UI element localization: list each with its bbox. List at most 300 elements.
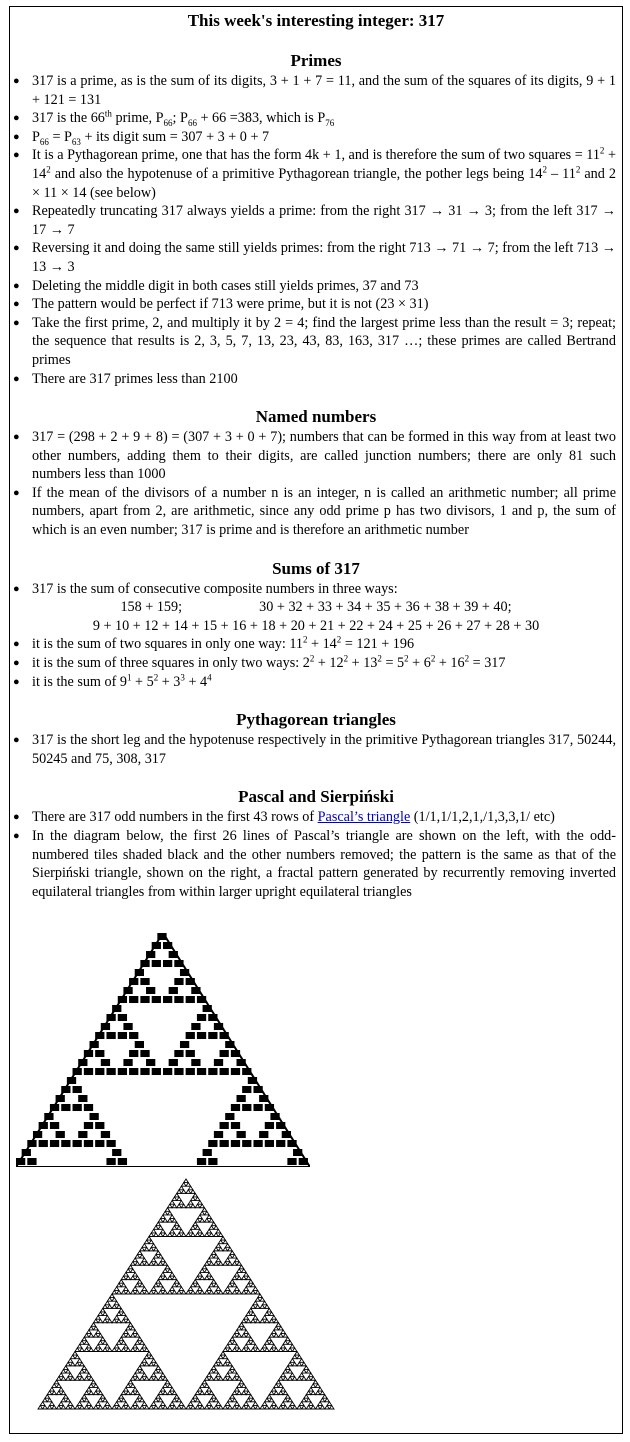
sierpinski-triangle xyxy=(117,1290,122,1294)
pascal-odd-tile xyxy=(276,1140,285,1147)
sierpinski-triangle xyxy=(158,1219,163,1223)
sierpinski-triangle xyxy=(191,1283,196,1287)
pascal-odd-tile xyxy=(78,1131,87,1138)
sierpinski-triangle xyxy=(306,1391,311,1395)
sierpinski-triangle xyxy=(274,1348,279,1352)
sierpinski-triangle xyxy=(77,1373,82,1377)
pascal-odd-tile xyxy=(152,1068,161,1075)
sierpinski-triangle xyxy=(248,1337,253,1341)
sierpinski-triangle xyxy=(195,1405,200,1409)
list-item xyxy=(10,808,622,827)
sierpinski-triangle xyxy=(269,1341,274,1345)
sierpinski-triangle xyxy=(112,1298,117,1302)
sierpinski-triangle xyxy=(269,1398,274,1402)
sierpinski-triangle xyxy=(205,1377,210,1381)
sierpinski-triangle xyxy=(198,1229,203,1233)
sierpinski-triangle xyxy=(131,1262,136,1266)
sierpinski-triangle xyxy=(144,1348,149,1352)
pascal-odd-tile xyxy=(135,1041,144,1048)
sierpinski-triangle xyxy=(47,1398,52,1402)
sierpinski-triangle xyxy=(117,1312,122,1316)
sierpinski-triangle xyxy=(66,1377,71,1381)
list-item: ● it is the sum of three squares in only two ways: $2^2 + 12^2 + 13^2 = 5^2 + 6^2 + 16^2 = 317$ xyxy=(10,654,622,673)
pascal-odd-tile xyxy=(265,1122,274,1129)
sierpinski-triangle xyxy=(168,1290,173,1294)
sierpinski-triangle xyxy=(161,1387,166,1391)
sierpinski-triangle xyxy=(279,1391,284,1395)
sierpinski-triangle xyxy=(288,1405,293,1409)
sierpinski-triangle xyxy=(246,1283,251,1287)
sierpinski-triangle xyxy=(105,1316,110,1320)
sierpinski-triangle xyxy=(288,1398,293,1402)
sierpinski-triangle xyxy=(288,1362,293,1366)
sierpinski-triangle xyxy=(283,1369,288,1373)
sierpinski-triangle xyxy=(209,1398,214,1402)
sierpinski-triangle xyxy=(124,1272,129,1276)
sierpinski-triangle xyxy=(163,1219,168,1223)
pascal-odd-tile xyxy=(84,1122,93,1129)
sierpinski-triangle xyxy=(117,1405,122,1409)
sierpinski-triangle xyxy=(179,1229,184,1233)
sierpinski-triangle xyxy=(168,1384,173,1388)
list-item: ● 317 = (298 + 2 + 9 + 8) = (307 + 3 + 0 + 7); numbers that can be formed in this way from at least two other numbers, adding them to their digits, are called junction numbers; there are only 81 such numbers less than 1000 xyxy=(10,428,622,484)
sierpinski-triangle xyxy=(232,1348,237,1352)
sierpinski-triangle xyxy=(242,1348,247,1352)
pascal-odd-tile xyxy=(129,996,138,1003)
sierpinski-triangle xyxy=(117,1398,122,1402)
pascal-odd-triangle-image xyxy=(16,933,310,1167)
sierpinski-triangle xyxy=(124,1316,129,1320)
pascal-odd-tile xyxy=(203,1149,212,1156)
sierpinski-triangle xyxy=(137,1395,142,1399)
sierpinski-triangle xyxy=(114,1402,119,1406)
sierpinski-triangle xyxy=(244,1272,249,1276)
sierpinski-triangle xyxy=(98,1348,103,1352)
sierpinski-triangle xyxy=(114,1316,119,1320)
sierpinski-triangle xyxy=(290,1344,295,1348)
sierpinski-triangle xyxy=(253,1287,258,1291)
sierpinski-triangle xyxy=(309,1402,314,1406)
sierpinski-triangle xyxy=(151,1359,156,1363)
spacer xyxy=(10,32,622,50)
pascal-odd-tile xyxy=(118,1068,127,1075)
sierpinski-triangle xyxy=(168,1219,173,1223)
sierpinski-triangle xyxy=(232,1405,237,1409)
pascal-odd-tile xyxy=(174,1068,183,1075)
sierpinski-triangle xyxy=(225,1258,230,1262)
sierpinski-triangle xyxy=(322,1395,327,1399)
sierpinski-triangle xyxy=(283,1398,288,1402)
sierpinski-triangle xyxy=(304,1395,309,1399)
sierpinski-triangle-image xyxy=(36,1177,336,1411)
sierpinski-triangle xyxy=(163,1269,168,1273)
sierpinski-triangle xyxy=(223,1355,228,1359)
pascal-odd-tile xyxy=(287,1158,296,1165)
sierpinski-triangle xyxy=(232,1341,237,1345)
pascal-odd-tile xyxy=(186,1068,195,1075)
pascal-odd-tile xyxy=(163,1068,172,1075)
sierpinski-triangle xyxy=(297,1405,302,1409)
sierpinski-triangle xyxy=(107,1319,112,1323)
sierpinski-triangle xyxy=(133,1287,138,1291)
sierpinski-triangle xyxy=(84,1369,89,1373)
sierpinski-triangle xyxy=(237,1377,242,1381)
sierpinski-triangle xyxy=(186,1290,191,1294)
sierpinski-triangle xyxy=(253,1316,258,1320)
sierpinski-triangle xyxy=(117,1348,122,1352)
sierpinski-triangle xyxy=(107,1348,112,1352)
sierpinski-triangle xyxy=(163,1377,168,1381)
sierpinski-triangle xyxy=(292,1362,297,1366)
sierpinski-triangle xyxy=(80,1369,85,1373)
sierpinski-triangle xyxy=(140,1369,145,1373)
sierpinski-triangle xyxy=(47,1391,52,1395)
sierpinski-triangle xyxy=(161,1258,166,1262)
sierpinski-triangle xyxy=(205,1233,210,1237)
sierpinski-triangle xyxy=(98,1391,103,1395)
list-item: ● 317 is the short leg and the hypotenuse respectively in the primitive Pythagorean triangles 317, 50244, 50245 and 75, 308, 317 xyxy=(10,731,622,768)
sierpinski-triangle xyxy=(246,1391,251,1395)
sierpinski-triangle xyxy=(151,1229,156,1233)
sierpinski-triangle xyxy=(218,1405,223,1409)
sierpinski-triangle xyxy=(114,1344,119,1348)
sierpinski-triangle xyxy=(274,1405,279,1409)
sierpinski-triangle xyxy=(117,1305,122,1309)
sierpinski-triangle xyxy=(168,1391,173,1395)
sierpinski-triangle xyxy=(144,1262,149,1266)
sierpinski-triangle xyxy=(137,1366,142,1370)
sierpinski-triangle xyxy=(195,1226,200,1230)
sierpinski-triangle xyxy=(279,1384,284,1388)
sierpinski-triangle xyxy=(242,1276,247,1280)
sierpinski-triangle xyxy=(237,1326,242,1330)
pascal-odd-tile xyxy=(265,1140,274,1147)
sierpinski-triangle xyxy=(195,1276,200,1280)
sierpinski-triangle xyxy=(195,1290,200,1294)
sierpinski-triangle xyxy=(75,1355,80,1359)
sierpinski-triangle xyxy=(218,1247,223,1251)
sierpinski-triangle xyxy=(66,1369,71,1373)
list-item: ● Take the first prime, 2, and multiply it by 2 = 4; find the largest prime less than the result = 3; repeat; the sequence that results is 2, 3, 5, 7, 13, 23, 43, 83, 163, 317 …; these primes are called Bertrand primes xyxy=(10,314,622,370)
sierpinski-triangle xyxy=(170,1229,175,1233)
list-item: ● Repeatedly truncating 317 always yields a prime: from the right 317 → 31 → 3; from the left 317 → 17 → 7 xyxy=(10,202,622,239)
sierpinski-triangle xyxy=(302,1369,307,1373)
sierpinski-triangle xyxy=(126,1269,131,1273)
sierpinski-triangle xyxy=(154,1262,159,1266)
sierpinski-triangle xyxy=(269,1312,274,1316)
sierpinski-triangle xyxy=(77,1359,82,1363)
sierpinski-triangle xyxy=(66,1398,71,1402)
sierpinski-triangle xyxy=(283,1405,288,1409)
sierpinski-triangle xyxy=(207,1402,212,1406)
sierpinski-triangle xyxy=(218,1240,223,1244)
sierpinski-triangle xyxy=(170,1272,175,1276)
sierpinski-triangle xyxy=(68,1359,73,1363)
document-page xyxy=(9,6,623,1434)
sierpinski-triangle xyxy=(316,1384,321,1388)
sierpinski-triangle xyxy=(144,1247,149,1251)
sierpinski-triangle xyxy=(66,1405,71,1409)
pascal-odd-tile xyxy=(169,987,178,994)
sierpinski-triangle xyxy=(124,1330,129,1334)
sierpinski-triangle xyxy=(158,1369,163,1373)
pascal-odd-tile xyxy=(208,1032,217,1039)
pascal-odd-tile xyxy=(84,1140,93,1147)
sierpinski-triangle xyxy=(209,1276,214,1280)
sierpinski-triangle xyxy=(209,1254,214,1258)
sierpinski-triangle xyxy=(154,1283,159,1287)
list-item: ● In the diagram below, the first 26 lines of Pascal’s triangle are shown on the left, with the odd-numbered tiles shaded black and the other numbers removed; the pattern is the same as that of the Sierpiński triangle, shown on the right, a fractal pattern generated by recurrently removing inverted equilateral triangles from within larger upright equilateral triangles xyxy=(10,827,622,901)
sierpinski-triangle xyxy=(228,1377,233,1381)
sierpinski-triangle xyxy=(84,1334,89,1338)
sierpinski-triangle xyxy=(87,1387,92,1391)
sierpinski-triangle xyxy=(142,1373,147,1377)
pascal-odd-tile xyxy=(123,1023,132,1030)
sierpinski-triangle xyxy=(135,1283,140,1287)
pascal-odd-tile xyxy=(191,1023,200,1030)
pascal-odd-tile xyxy=(220,1140,229,1147)
sierpinski-triangle xyxy=(232,1334,237,1338)
sierpinski-triangle xyxy=(151,1402,156,1406)
sierpinski-triangle xyxy=(163,1233,168,1237)
sierpinski-triangle xyxy=(121,1405,126,1409)
sierpinski-triangle xyxy=(70,1355,75,1359)
sierpinski-triangle xyxy=(172,1233,177,1237)
sierpinski-triangle xyxy=(172,1204,177,1208)
sierpinski-triangle xyxy=(94,1319,99,1323)
sierpinski-triangle xyxy=(142,1287,147,1291)
list-item: ● It is a Pythagorean prime, one that has the form 4k + 1, and is therefore the sum of two squares = $11^2 + 14^2$ and also the hypotenuse of a primitive Pythagorean triangle, the pother legs being $14^2 - 11^2$ and 2 × 11 × 14 (see below) xyxy=(10,146,622,202)
pascal-odd-tile xyxy=(242,1140,251,1147)
sierpinski-triangle xyxy=(292,1348,297,1352)
pascal-text: There are 317 odd numbers in the first 43 rows of xyxy=(32,809,318,826)
sierpinski-triangle xyxy=(177,1290,182,1294)
sierpinski-triangle xyxy=(191,1226,196,1230)
sierpinski-triangle xyxy=(276,1323,281,1327)
sierpinski-triangle xyxy=(283,1391,288,1395)
sierpinski-triangle xyxy=(283,1341,288,1345)
sierpinski-triangle xyxy=(265,1305,270,1309)
sierpinski-triangle xyxy=(84,1398,89,1402)
sierpinski-triangle xyxy=(158,1398,163,1402)
list-item: ● it is the sum of two squares in only one way: $11^2 + 14^2 = 121 + 196$ xyxy=(10,635,622,654)
sierpinski-triangle xyxy=(251,1398,256,1402)
sierpinski-triangle xyxy=(214,1226,219,1230)
sierpinski-triangle xyxy=(288,1377,293,1381)
sierpinski-triangle xyxy=(168,1211,173,1215)
sierpinski-triangle xyxy=(297,1362,302,1366)
sierpinski-triangle xyxy=(232,1290,237,1294)
sierpinski-triangle xyxy=(209,1283,214,1287)
sierpinski-triangle xyxy=(211,1251,216,1255)
sierpinski-triangle xyxy=(232,1391,237,1395)
pascal-odd-tile xyxy=(237,1095,246,1102)
sierpinski-triangle xyxy=(235,1287,240,1291)
sierpinski-triangle xyxy=(94,1326,99,1330)
sierpinski-triangle xyxy=(251,1341,256,1345)
sierpinski-triangle xyxy=(292,1355,297,1359)
list-item xyxy=(10,580,622,636)
sierpinski-triangle xyxy=(281,1373,286,1377)
sierpinski-triangle xyxy=(135,1348,140,1352)
sierpinski-triangle xyxy=(140,1348,145,1352)
sierpinski-triangle xyxy=(163,1276,168,1280)
sierpinski-triangle xyxy=(246,1334,251,1338)
sierpinski-triangle xyxy=(193,1280,198,1284)
sierpinski-triangle xyxy=(225,1287,230,1291)
sierpinski-triangle xyxy=(235,1373,240,1377)
sierpinski-triangle xyxy=(311,1377,316,1381)
sierpinski-triangle xyxy=(121,1334,126,1338)
sierpinski-triangle xyxy=(209,1262,214,1266)
sierpinski-triangle xyxy=(45,1395,50,1399)
sierpinski-triangle xyxy=(80,1362,85,1366)
sierpinski-triangle xyxy=(228,1254,233,1258)
sierpinski-triangle xyxy=(267,1337,272,1341)
sierpinski-triangle xyxy=(255,1319,260,1323)
sierpinski-triangle xyxy=(70,1362,75,1366)
pascal-list xyxy=(10,808,622,901)
pascals-triangle-link[interactable]: Pascal’s triangle xyxy=(317,809,411,826)
sierpinski-triangle xyxy=(114,1287,119,1291)
pascal-odd-tile xyxy=(242,1104,251,1111)
sierpinski-triangle xyxy=(218,1262,223,1266)
sierpinski-triangle xyxy=(306,1377,311,1381)
sierpinski-triangle xyxy=(147,1237,152,1241)
sierpinski-triangle xyxy=(57,1405,62,1409)
sum-way-3: 9 + 10 + 12 + 14 + 15 + 16 + 18 + 20 + 21 + 22 + 24 + 25 + 26 + 27 + 28 + 30 xyxy=(92,617,540,634)
sierpinski-triangle xyxy=(232,1254,237,1258)
page-title: This week's interesting integer: 317 xyxy=(187,11,445,30)
sierpinski-triangle xyxy=(246,1398,251,1402)
sierpinski-triangle xyxy=(52,1384,57,1388)
sierpinski-triangle xyxy=(172,1226,177,1230)
pascal-odd-tile xyxy=(73,1140,82,1147)
sierpinski-triangle xyxy=(251,1348,256,1352)
sierpinski-triangle xyxy=(246,1290,251,1294)
sierpinski-triangle xyxy=(239,1380,244,1384)
sierpinski-triangle xyxy=(223,1348,228,1352)
sierpinski-triangle xyxy=(225,1244,230,1248)
sierpinski-triangle xyxy=(119,1395,124,1399)
sierpinski-triangle xyxy=(214,1398,219,1402)
pascal-odd-tile xyxy=(197,1014,206,1021)
sierpinski-triangle xyxy=(288,1341,293,1345)
sierpinski-triangle xyxy=(137,1280,142,1284)
sierpinski-triangle xyxy=(154,1369,159,1373)
pascal-odd-tile xyxy=(50,1122,59,1129)
sierpinski-triangle xyxy=(163,1391,168,1395)
sierpinski-triangle xyxy=(96,1344,101,1348)
sierpinski-triangle xyxy=(163,1262,168,1266)
sierpinski-triangle xyxy=(170,1201,175,1205)
sierpinski-triangle xyxy=(96,1330,101,1334)
sierpinski-triangle xyxy=(225,1359,230,1363)
sierpinski-triangle xyxy=(144,1240,149,1244)
sierpinski-triangle xyxy=(117,1341,122,1345)
sierpinski-triangle xyxy=(216,1402,221,1406)
pascal-odd-tile xyxy=(180,1041,189,1048)
sierpinski-triangle xyxy=(80,1398,85,1402)
sierpinski-triangle xyxy=(205,1405,210,1409)
sierpinski-triangle xyxy=(214,1254,219,1258)
sierpinski-triangle xyxy=(209,1405,214,1409)
sierpinski-triangle xyxy=(235,1330,240,1334)
sierpinski-triangle xyxy=(195,1233,200,1237)
sierpinski-triangle xyxy=(304,1366,309,1370)
sierpinski-triangle xyxy=(214,1405,219,1409)
sierpinski-triangle xyxy=(158,1283,163,1287)
sierpinski-triangle xyxy=(251,1405,256,1409)
sierpinski-triangle xyxy=(198,1402,203,1406)
sierpinski-triangle xyxy=(223,1362,228,1366)
sierpinski-triangle xyxy=(158,1233,163,1237)
sierpinski-triangle xyxy=(172,1283,177,1287)
list-item: ● 317 is the 66th prime, $P_{66}$; $P_{66} + 66 =383$, which is $P_{76}$ xyxy=(10,109,622,128)
sierpinski-triangle xyxy=(135,1391,140,1395)
list-item: ● 317 is a prime, as is the sum of its digits, 3 + 1 + 7 = 11, and the sum of the squares of its digits, 9 + 1 + 121 = 131 xyxy=(10,72,622,109)
sierpinski-triangle xyxy=(198,1287,203,1291)
sierpinski-triangle xyxy=(151,1287,156,1291)
pascal-odd-tile xyxy=(140,996,149,1003)
sierpinski-triangle xyxy=(144,1362,149,1366)
sierpinski-triangle xyxy=(117,1319,122,1323)
sierpinski-triangle xyxy=(174,1193,179,1197)
sierpinski-triangle xyxy=(281,1402,286,1406)
sierpinski-triangle xyxy=(154,1362,159,1366)
sierpinski-triangle xyxy=(172,1276,177,1280)
sierpinski-triangle xyxy=(290,1402,295,1406)
sierpinski-triangle xyxy=(89,1334,94,1338)
sierpinski-triangle xyxy=(137,1251,142,1255)
pascal-odd-tile xyxy=(237,1131,246,1138)
sierpinski-triangle xyxy=(121,1391,126,1395)
sierpinski-triangle xyxy=(239,1323,244,1327)
sierpinski-triangle xyxy=(61,1369,66,1373)
sierpinski-triangle xyxy=(186,1190,191,1194)
pascal-odd-tile xyxy=(78,1095,87,1102)
sierpinski-triangle xyxy=(237,1384,242,1388)
sierpinski-triangle xyxy=(140,1398,145,1402)
sierpinski-triangle xyxy=(265,1398,270,1402)
sierpinski-triangle xyxy=(297,1377,302,1381)
sierpinski-triangle xyxy=(253,1301,258,1305)
sierpinski-triangle xyxy=(244,1387,249,1391)
sierpinski-triangle xyxy=(216,1244,221,1248)
sierpinski-triangle xyxy=(70,1377,75,1381)
sierpinski-triangle xyxy=(89,1348,94,1352)
sierpinski-triangle xyxy=(177,1197,182,1201)
pascal-odd-tile xyxy=(106,1068,115,1075)
sierpinski-triangle xyxy=(68,1373,73,1377)
sierpinski-triangle xyxy=(207,1229,212,1233)
pascal-odd-tile xyxy=(146,1059,155,1066)
sierpinski-triangle xyxy=(260,1298,265,1302)
sierpinski-triangle xyxy=(103,1305,108,1309)
sierpinski-triangle xyxy=(121,1276,126,1280)
sierpinski-triangle xyxy=(147,1352,152,1356)
sierpinski-triangle xyxy=(325,1398,330,1402)
sierpinski-triangle xyxy=(103,1398,108,1402)
sierpinski-triangle xyxy=(202,1265,207,1269)
sierpinski-triangle xyxy=(133,1258,138,1262)
sierpinski-triangle xyxy=(128,1265,133,1269)
sierpinski-triangle xyxy=(63,1395,68,1399)
sierpinski-triangle xyxy=(281,1387,286,1391)
sierpinski-triangle xyxy=(177,1283,182,1287)
pascal-odd-tile xyxy=(95,1050,104,1057)
sierpinski-triangle xyxy=(262,1301,267,1305)
